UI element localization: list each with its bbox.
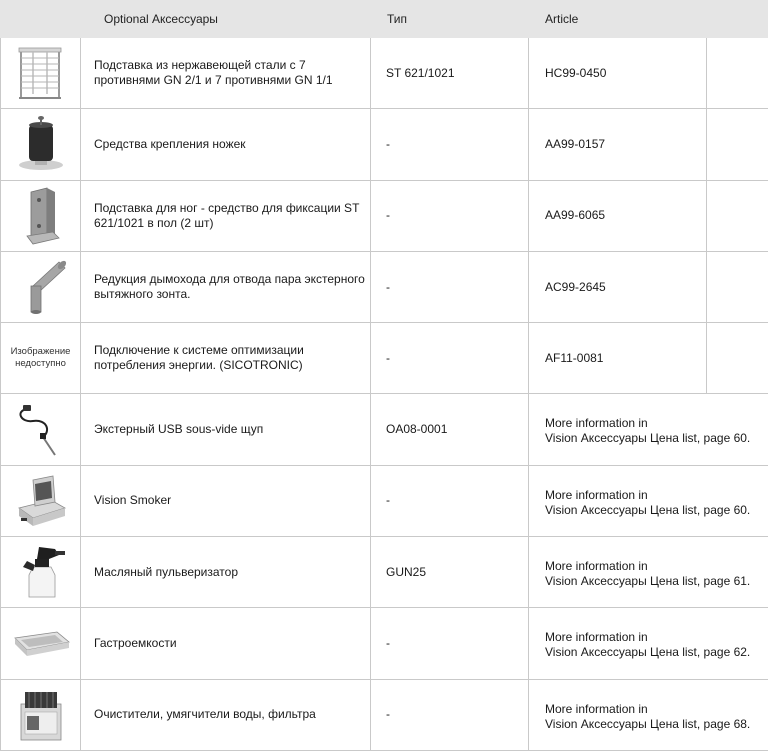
row-type: GUN25 <box>386 564 427 579</box>
table-header <box>0 0 768 38</box>
more-info-reference: Vision Аксессуары Цена list, page 62. <box>545 645 751 660</box>
row-type: - <box>386 350 390 365</box>
leg-fixing-icon <box>1 109 80 179</box>
row-article <box>545 680 765 750</box>
oil-sprayer-icon <box>1 537 80 607</box>
row-article <box>545 608 765 678</box>
table-row <box>0 394 768 465</box>
table-row <box>0 537 768 608</box>
row-article <box>545 466 765 536</box>
no-image-placeholder <box>1 323 80 393</box>
row-article: AF11-0081 <box>545 350 604 365</box>
row-description: Подставка из нержавеющей стали с 7 противнями GN 2/1 и 7 противнями GN 1/1 <box>94 58 333 88</box>
table-row <box>0 109 768 180</box>
row-article: AA99-6065 <box>545 208 606 223</box>
more-info-reference: Vision Аксессуары Цена list, page 68. <box>545 716 751 731</box>
row-article <box>545 537 765 607</box>
table-row <box>0 466 768 537</box>
header-article: Article <box>545 12 579 26</box>
more-info-label: More information in <box>545 416 648 431</box>
chimney-reduction-icon <box>1 252 80 322</box>
header-accessory: Optional Аксессуары <box>104 12 218 26</box>
table-row <box>0 323 768 394</box>
row-description: Масляный пульверизатор <box>94 564 238 579</box>
smoker-icon <box>1 466 80 536</box>
row-article: AC99-2645 <box>545 279 606 294</box>
table-row <box>0 680 768 751</box>
steel-stand-icon <box>1 38 80 108</box>
row-type: OA08-0001 <box>386 422 448 437</box>
more-info-reference: Vision Аксессуары Цена list, page 61. <box>545 574 751 589</box>
more-info-label: More information in <box>545 630 648 645</box>
gastronorm-tray-icon <box>1 608 80 678</box>
accessories-table <box>0 38 768 751</box>
cleaner-basket-icon <box>1 680 80 750</box>
row-type: - <box>386 136 390 151</box>
more-info-label: More information in <box>545 487 648 502</box>
usb-probe-icon <box>1 394 80 464</box>
row-article: AA99-0157 <box>545 136 606 151</box>
row-description: Средства крепления ножек <box>94 136 246 151</box>
row-description: Экстерный USB sous-vide щуп <box>94 422 264 437</box>
table-row <box>0 608 768 679</box>
row-article <box>545 394 765 464</box>
row-type: ST 621/1021 <box>386 65 455 80</box>
table-row <box>0 252 768 323</box>
row-description: Редукция дымохода для отвода пара экстерного вытяжного зонта. <box>94 272 365 302</box>
row-type: - <box>386 279 390 294</box>
row-description: Очистители, умягчители воды, фильтра <box>94 707 316 722</box>
more-info-reference: Vision Аксессуары Цена list, page 60. <box>545 502 751 517</box>
foot-bracket-icon <box>1 181 80 251</box>
row-type: - <box>386 493 390 508</box>
row-description: Vision Smoker <box>94 493 172 508</box>
row-description: Подключение к системе оптимизации потребления энергии. (SICOTRONIC) <box>94 343 304 373</box>
no-image-label: Изображение недоступно <box>10 346 71 370</box>
row-type: - <box>386 707 390 722</box>
row-type: - <box>386 636 390 651</box>
more-info-label: More information in <box>545 559 648 574</box>
row-description: Гастроемкости <box>94 636 177 651</box>
table-row <box>0 181 768 252</box>
table-row <box>0 38 768 109</box>
more-info-label: More information in <box>545 701 648 716</box>
row-type: - <box>386 208 390 223</box>
row-description: Подставка для ног - средство для фиксации ST 621/1021 в пол (2 шт) <box>94 200 360 230</box>
more-info-reference: Vision Аксессуары Цена list, page 60. <box>545 431 751 446</box>
row-article: HC99-0450 <box>545 65 607 80</box>
header-type: Тип <box>387 12 408 26</box>
